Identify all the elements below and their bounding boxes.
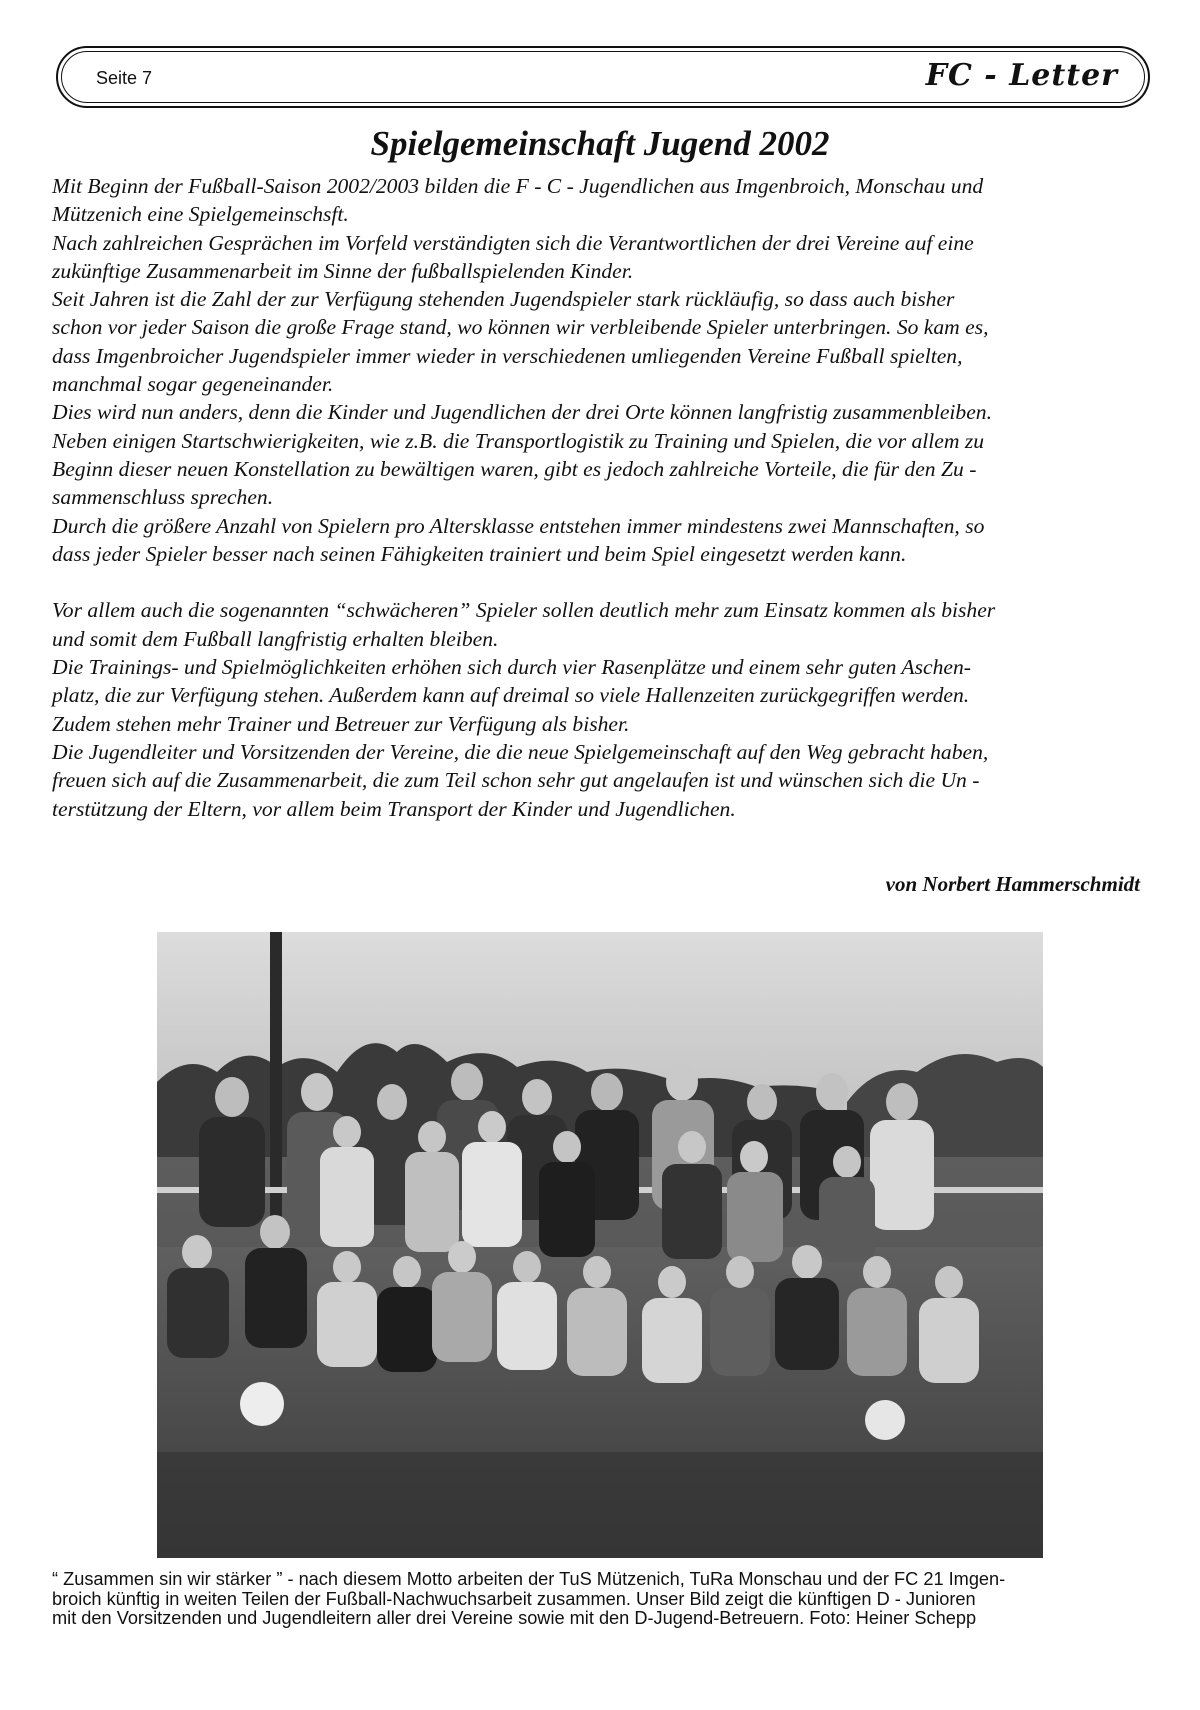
caption-line: “ Zusammen sin wir stärker ” - nach diesem Motto arbeiten der TuS Mützenich, TuRa Monschau und der FC 21 Imgen- <box>52 1569 1006 1589</box>
article-line: dass Imgenbroicher Jugendspieler immer wieder in verschiedenen umliegenden Vereine Fußball spielten, <box>52 343 963 368</box>
article-line: Mützenich eine Spielgemeinschsft. <box>52 202 349 227</box>
article-body <box>52 172 1152 823</box>
article-line: Nach zahlreichen Gesprächen im Vorfeld verständigten sich die Verantwortlichen der drei Vereine auf eine <box>52 230 974 255</box>
team-photo <box>157 932 1043 1558</box>
article-line: manchmal sogar gegeneinander. <box>52 372 334 397</box>
article-line: Neben einigen Startschwierigkeiten, wie z.B. die Transportlogistik zu Training und Spielen, die vor allem zu <box>52 428 985 453</box>
article-line: zukünftige Zusammenarbeit im Sinne der fußballspielenden Kinder. <box>52 258 634 283</box>
article-line: freuen sich auf die Zusammenarbeit, die zum Teil schon sehr gut angelaufen ist und wünschen sich die Un - <box>52 768 980 793</box>
article-line: und somit dem Fußball langfristig erhalten bleiben. <box>52 626 499 651</box>
article-line: terstützung der Eltern, vor allem beim Transport der Kinder und Jugendlichen. <box>52 796 736 821</box>
article-line: Die Jugendleiter und Vorsitzenden der Vereine, die die neue Spielgemeinschaft auf den Weg gebracht haben, <box>52 739 989 764</box>
photo-caption <box>52 1570 1152 1629</box>
article-line: platz, die zur Verfügung stehen. Außerdem kann auf dreimal so viele Hallenzeiten zurückgegriffen werden. <box>52 683 970 708</box>
fc-letter-logo: FC - Letter <box>925 58 1118 93</box>
article-line: Die Trainings- und Spielmöglichkeiten erhöhen sich durch vier Rasenplätze und einem sehr guten Aschen- <box>52 655 971 680</box>
caption-line: mit den Vorsitzenden und Jugendleitern aller drei Vereine sowie mit den D-Jugend-Betreuern. Foto: Heiner Schepp <box>52 1608 977 1628</box>
article-line: dass jeder Spieler besser nach seinen Fähigkeiten trainiert und beim Spiel eingesetzt werden kann. <box>52 541 907 566</box>
article-line: sammenschluss sprechen. <box>52 485 274 510</box>
caption-line: broich künftig in weiten Teilen der Fußball-Nachwuchsarbeit zusammen. Unser Bild zeigt die künftigen D - Junioren <box>52 1588 976 1609</box>
article-line: Durch die größere Anzahl von Spielern pro Altersklasse entstehen immer mindestens zwei Mannschaften, so <box>52 513 985 538</box>
article-line: Vor allem auch die sogenannten “schwächeren” Spieler sollen deutlich mehr zum Einsatz kommen als bisher <box>52 598 996 623</box>
article-line: Zudem stehen mehr Trainer und Betreuer zur Verfügung als bisher. <box>52 711 630 736</box>
article-line: Dies wird nun anders, denn die Kinder und Jugendlichen der drei Orte können langfristig zusammenbleiben. <box>52 400 993 425</box>
paragraph-gap <box>52 568 1152 596</box>
page-number: Seite 7 <box>96 68 153 88</box>
article-line: schon vor jeder Saison die große Frage stand, wo können wir verbleibende Spieler unterbringen. So kam es, <box>52 315 989 340</box>
article-title: Spielgemeinschaft Jugend 2002 <box>370 124 830 163</box>
article-line: Seit Jahren ist die Zahl der zur Verfügung stehenden Jugendspieler stark rückläufig, so dass auch bisher <box>52 287 955 312</box>
author-byline: von Norbert Hammerschmidt <box>885 872 1140 896</box>
article-line: Mit Beginn der Fußball-Saison 2002/2003 bilden die F - C - Jugendlichen aus Imgenbroich, Monschau und <box>52 174 984 198</box>
article-line: Beginn dieser neuen Konstellation zu bewältigen waren, gibt es jedoch zahlreiche Vorteile, die für den Zu - <box>52 456 977 481</box>
